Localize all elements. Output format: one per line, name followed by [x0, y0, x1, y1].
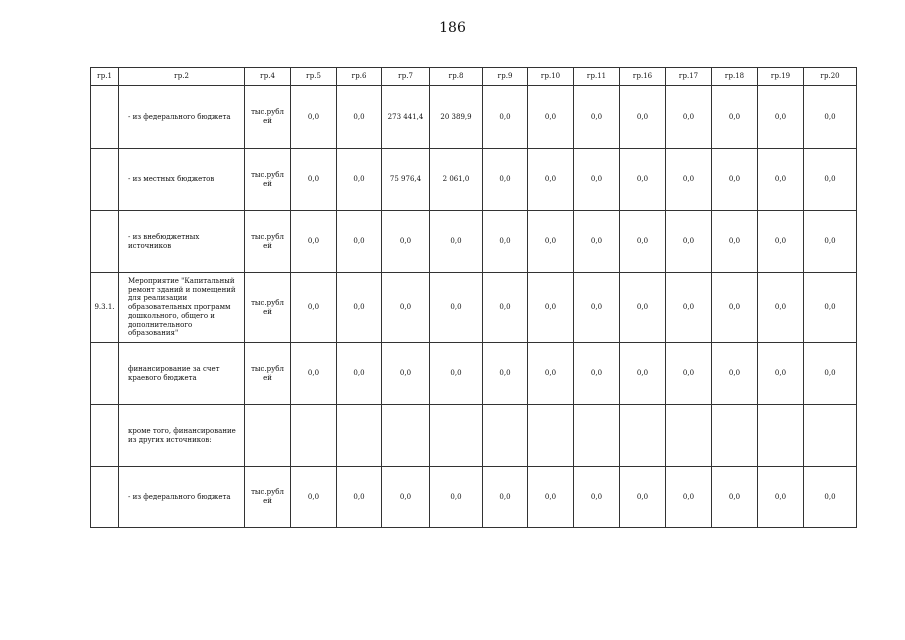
value-cell: 0,0 [804, 467, 857, 528]
value-cell: 0,0 [382, 211, 430, 273]
row-name: - из внебюджетных источников [119, 211, 245, 273]
value-cell: 0,0 [712, 467, 758, 528]
value-cell: 0,0 [291, 86, 337, 149]
value-cell: 0,0 [528, 86, 574, 149]
col-header: гр.17 [666, 68, 712, 86]
budget-table [90, 67, 857, 528]
value-cell [528, 405, 574, 467]
value-cell: 0,0 [758, 273, 804, 343]
value-cell: 0,0 [712, 343, 758, 405]
value-cell: 0,0 [620, 273, 666, 343]
value-cell: 0,0 [430, 211, 483, 273]
value-cell: 0,0 [430, 273, 483, 343]
row-name: кроме того, финансирование из других источников: [119, 405, 245, 467]
value-cell: 0,0 [574, 343, 620, 405]
col-header: гр.20 [804, 68, 857, 86]
value-cell: 0,0 [758, 86, 804, 149]
header-row [91, 68, 857, 86]
value-cell: 0,0 [337, 273, 382, 343]
row-name: Мероприятие "Капитальный ремонт зданий и помещений для реализации образовательных программ дошкольного, общего и дополнительного образования" [119, 273, 245, 343]
value-cell: 0,0 [291, 211, 337, 273]
value-cell [291, 405, 337, 467]
value-cell: 0,0 [337, 211, 382, 273]
value-cell: 0,0 [666, 211, 712, 273]
value-cell: 0,0 [483, 86, 528, 149]
value-cell [337, 405, 382, 467]
value-cell [804, 405, 857, 467]
value-cell: 0,0 [430, 467, 483, 528]
value-cell: 0,0 [666, 149, 712, 211]
row-unit [245, 405, 291, 467]
value-cell: 0,0 [666, 86, 712, 149]
row-name: финансирование за счет краевого бюджета [119, 343, 245, 405]
value-cell: 273 441,4 [382, 86, 430, 149]
value-cell: 0,0 [804, 86, 857, 149]
row-unit: тыс.рубл ей [245, 86, 291, 149]
value-cell: 0,0 [528, 273, 574, 343]
value-cell: 0,0 [574, 211, 620, 273]
value-cell: 0,0 [574, 86, 620, 149]
value-cell: 0,0 [528, 211, 574, 273]
value-cell: 0,0 [620, 149, 666, 211]
row-unit: тыс.рубл ей [245, 467, 291, 528]
value-cell: 0,0 [620, 211, 666, 273]
value-cell: 2 061,0 [430, 149, 483, 211]
value-cell: 0,0 [337, 467, 382, 528]
value-cell: 0,0 [804, 273, 857, 343]
row-name: - из федерального бюджета [119, 467, 245, 528]
value-cell: 0,0 [337, 86, 382, 149]
value-cell: 0,0 [291, 467, 337, 528]
table-row [91, 343, 857, 405]
value-cell: 0,0 [758, 211, 804, 273]
col-header: гр.5 [291, 68, 337, 86]
col-header: гр.7 [382, 68, 430, 86]
value-cell: 0,0 [666, 467, 712, 528]
value-cell: 0,0 [483, 211, 528, 273]
value-cell [382, 405, 430, 467]
col-header: гр.11 [574, 68, 620, 86]
col-header: гр.16 [620, 68, 666, 86]
col-header: гр.10 [528, 68, 574, 86]
row-unit: тыс.рубл ей [245, 343, 291, 405]
col-header: гр.2 [119, 68, 245, 86]
col-header: гр.1 [91, 68, 119, 86]
table-row [91, 149, 857, 211]
value-cell: 0,0 [337, 343, 382, 405]
row-number [91, 211, 119, 273]
table-row [91, 273, 857, 343]
value-cell: 0,0 [666, 343, 712, 405]
col-header: гр.8 [430, 68, 483, 86]
value-cell [430, 405, 483, 467]
value-cell: 0,0 [758, 149, 804, 211]
row-number [91, 149, 119, 211]
col-header: гр.6 [337, 68, 382, 86]
value-cell: 0,0 [758, 343, 804, 405]
col-header: гр.4 [245, 68, 291, 86]
row-number [91, 467, 119, 528]
value-cell: 75 976,4 [382, 149, 430, 211]
value-cell: 0,0 [483, 467, 528, 528]
value-cell: 0,0 [574, 149, 620, 211]
value-cell: 0,0 [337, 149, 382, 211]
value-cell: 0,0 [430, 343, 483, 405]
value-cell: 0,0 [712, 149, 758, 211]
col-header: гр.19 [758, 68, 804, 86]
value-cell: 0,0 [483, 343, 528, 405]
value-cell: 0,0 [620, 343, 666, 405]
value-cell: 0,0 [574, 273, 620, 343]
value-cell: 0,0 [758, 467, 804, 528]
page-number: 186 [439, 20, 466, 36]
value-cell: 0,0 [804, 149, 857, 211]
value-cell [666, 405, 712, 467]
value-cell [758, 405, 804, 467]
value-cell: 0,0 [528, 467, 574, 528]
value-cell: 0,0 [712, 211, 758, 273]
value-cell [574, 405, 620, 467]
row-name: - из федерального бюджета [119, 86, 245, 149]
value-cell [712, 405, 758, 467]
value-cell: 0,0 [382, 343, 430, 405]
value-cell: 0,0 [804, 343, 857, 405]
value-cell: 0,0 [291, 149, 337, 211]
value-cell: 0,0 [620, 86, 666, 149]
table-row [91, 86, 857, 149]
row-name: - из местных бюджетов [119, 149, 245, 211]
row-number [91, 343, 119, 405]
value-cell: 0,0 [804, 211, 857, 273]
col-header: гр.9 [483, 68, 528, 86]
row-unit: тыс.рубл ей [245, 211, 291, 273]
value-cell: 0,0 [666, 273, 712, 343]
value-cell: 0,0 [483, 273, 528, 343]
row-number [91, 86, 119, 149]
value-cell [483, 405, 528, 467]
value-cell: 20 389,9 [430, 86, 483, 149]
value-cell: 0,0 [712, 273, 758, 343]
table-row [91, 211, 857, 273]
value-cell: 0,0 [291, 343, 337, 405]
col-header: гр.18 [712, 68, 758, 86]
row-unit: тыс.рубл ей [245, 273, 291, 343]
row-unit: тыс.рубл ей [245, 149, 291, 211]
value-cell: 0,0 [483, 149, 528, 211]
row-number [91, 405, 119, 467]
value-cell: 0,0 [712, 86, 758, 149]
value-cell [620, 405, 666, 467]
row-number: 9.3.1. [91, 273, 119, 343]
value-cell: 0,0 [382, 467, 430, 528]
table-row [91, 405, 857, 467]
value-cell: 0,0 [528, 149, 574, 211]
value-cell: 0,0 [574, 467, 620, 528]
value-cell: 0,0 [620, 467, 666, 528]
table-row [91, 467, 857, 528]
value-cell: 0,0 [528, 343, 574, 405]
value-cell: 0,0 [291, 273, 337, 343]
value-cell: 0,0 [382, 273, 430, 343]
